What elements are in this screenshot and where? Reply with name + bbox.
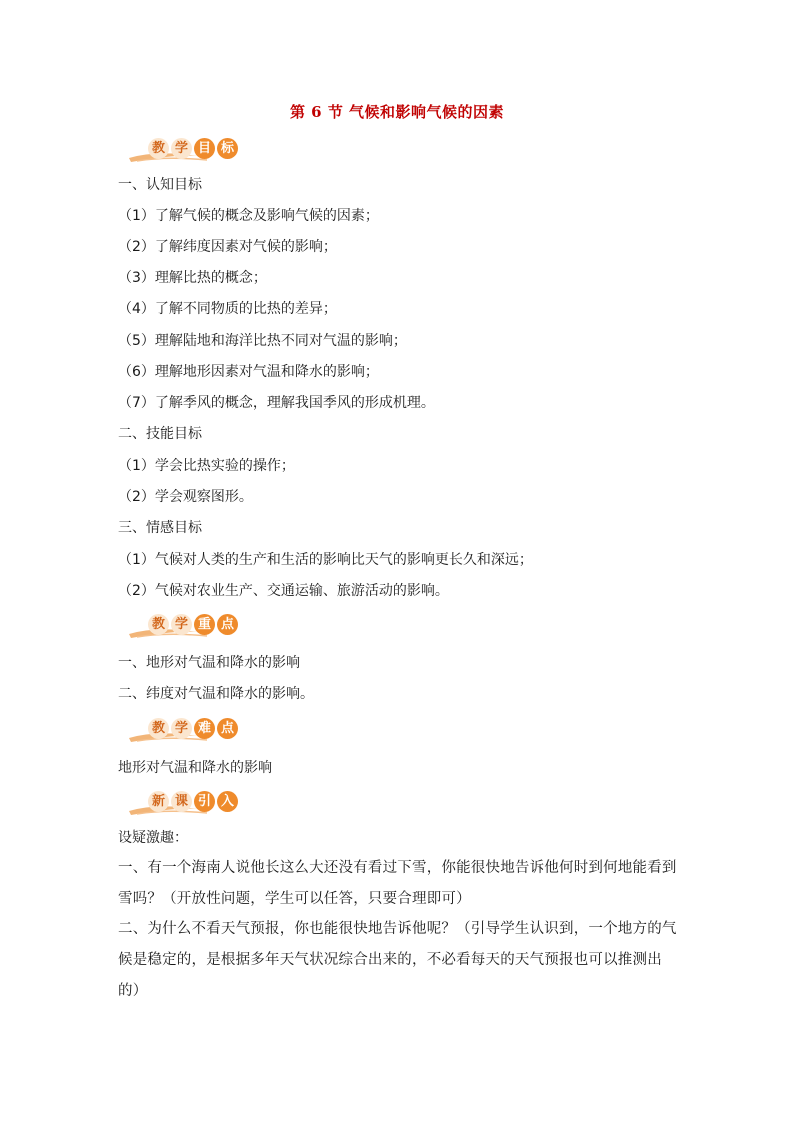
list-item: （3）理解比热的概念； <box>118 270 267 286</box>
intro-question-2: 二、为什么不看天气预报，你也能很快地告诉他呢？（引导学生认识到，一个地方的气候是稳定的，是根据多年天气状况综合出来的，不必看每天的天气预报也可以推测出的） <box>118 921 677 999</box>
list-item: （1）学会比热实验的操作； <box>118 458 295 474</box>
page-title: 第 6 节 气候和影响气候的因素 <box>289 103 505 121</box>
list-item: （2）气候对农业生产、交通运输、旅游活动的影响。 <box>118 583 449 599</box>
heading-cognitive: 一、认知目标 <box>118 177 202 193</box>
badge-char: 学 <box>171 138 192 159</box>
badge-char: 重 <box>194 614 215 635</box>
badge-char: 引 <box>194 791 215 812</box>
list-item: （7）了解季风的概念，理解我国季风的形成机理。 <box>118 395 435 411</box>
badge-char: 目 <box>194 138 215 159</box>
badge-char: 新 <box>148 791 169 812</box>
badge-char: 教 <box>148 718 169 739</box>
badge-intro <box>127 789 237 819</box>
badge-difficulties <box>127 716 237 746</box>
badge-char: 学 <box>171 614 192 635</box>
list-item: （5）理解陆地和海洋比热不同对气温的影响； <box>118 333 407 349</box>
badge-char: 点 <box>217 718 238 739</box>
intro-lead: 设疑激趣： <box>118 830 188 846</box>
badge-char: 入 <box>217 791 238 812</box>
list-item: （1）了解气候的概念及影响气候的因素； <box>118 208 379 224</box>
badge-teaching-objectives <box>127 136 237 166</box>
badge-char: 难 <box>194 718 215 739</box>
badge-char: 标 <box>217 138 238 159</box>
list-item: （2）了解纬度因素对气候的影响； <box>118 239 337 255</box>
badge-char: 学 <box>171 718 192 739</box>
badge-key-points <box>127 612 237 642</box>
list-item: （2）学会观察图形。 <box>118 489 253 505</box>
list-item: （4）了解不同物质的比热的差异； <box>118 301 337 317</box>
list-item: （1）气候对人类的生产和生活的影响比天气的影响更长久和深远； <box>118 552 533 568</box>
list-item: （6）理解地形因素对气温和降水的影响； <box>118 364 379 380</box>
intro-question-1: 一、有一个海南人说他长这么大还没有看过下雪，你能很快地告诉他何时到何地能看到雪吗？（开放性问题，学生可以任答，只要合理即可） <box>118 860 677 907</box>
badge-char: 点 <box>217 614 238 635</box>
badge-char: 教 <box>148 614 169 635</box>
difficulty-text: 地形对气温和降水的影响 <box>118 760 272 776</box>
heading-skills: 二、技能目标 <box>118 426 202 442</box>
badge-char: 课 <box>171 791 192 812</box>
list-item: 二、纬度对气温和降水的影响。 <box>118 686 314 702</box>
badge-char: 教 <box>148 138 169 159</box>
list-item: 一、地形对气温和降水的影响 <box>118 655 300 671</box>
heading-emotion: 三、情感目标 <box>118 520 202 536</box>
